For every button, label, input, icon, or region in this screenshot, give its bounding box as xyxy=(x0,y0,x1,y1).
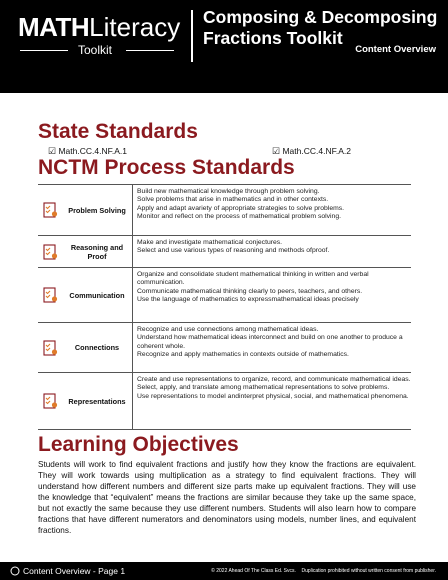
nctm-line: Monitor and reflect on the process of mathematical problem solving. xyxy=(137,213,342,221)
checklist-apple-icon xyxy=(38,373,62,429)
math-literacy-logo xyxy=(18,12,182,66)
nctm-line: Organize and consolidate student mathematical thinking in written and verbal communication. xyxy=(137,271,369,287)
footer-circle-icon xyxy=(10,566,20,576)
logo-rule-right xyxy=(126,50,174,51)
nctm-row-description xyxy=(133,323,411,372)
nctm-row-label: Reasoning and Proof xyxy=(62,236,133,267)
footer-page xyxy=(10,565,125,577)
nctm-standards-table xyxy=(38,184,411,430)
nctm-row xyxy=(38,184,411,236)
standard-code: Math.CC.4.NF.A.2 xyxy=(282,146,351,156)
nctm-line: Apply and adapt avariety of appropriate strategies to solve problems. xyxy=(137,204,345,212)
nctm-line: Use the language of mathematics to expressmathematical ideas precisely xyxy=(137,296,359,304)
nctm-line: Select and use various types of reasoning and methods ofproof. xyxy=(137,247,330,255)
nctm-heading: NCTM Process Standards xyxy=(38,156,295,179)
learning-objectives-text: Students will work to find equivalent fractions and justify how they know the fractions are equivalent. They will work towards using multiplication as a strategy to find equivalent fractions. They will understand how different numbers and different size parts make up equivalent fractions. They will use the knowledge that “equivalent” means the fractions are similar because they take up the same space, but not exactly the same because they use different numbers. Students will also learn how to compare fractions that have different numerators and denominators using models, number lines, and equivalent fractions. xyxy=(38,460,416,535)
checklist-apple-icon xyxy=(38,236,62,267)
page-subtitle: Content Overview xyxy=(355,44,436,55)
nctm-row xyxy=(38,268,411,323)
nctm-row-description xyxy=(133,185,411,235)
page-title-line1: Composing & Decomposing xyxy=(203,7,438,27)
footer-page-label: Content Overview - Page 1 xyxy=(23,566,126,576)
logo-bold-text: MATH xyxy=(18,12,90,42)
logo-rule-left xyxy=(20,50,68,51)
learning-objectives-heading: Learning Objectives xyxy=(38,433,239,456)
header-divider xyxy=(191,10,193,62)
nctm-row-label: Representations xyxy=(62,373,133,429)
page-title xyxy=(203,7,437,49)
page-title-line2: Fractions Toolkit xyxy=(203,28,343,48)
copyright-text: © 2022 Ahead Of The Class Ed. Svcs. xyxy=(211,568,296,574)
standard-code: Math.CC.4.NF.A.1 xyxy=(58,146,127,156)
nctm-line: Use representations to model andinterpret physical, social, and mathematical phenomena. xyxy=(137,392,409,400)
nctm-row-description xyxy=(133,373,411,429)
state-standards-heading: State Standards xyxy=(38,120,198,143)
nctm-line: Recognize and use connections among mathematical ideas. xyxy=(137,326,319,333)
footer-bar xyxy=(0,562,448,580)
duplication-notice: Duplication prohibited without written consent from publisher. xyxy=(301,568,436,574)
checklist-apple-icon xyxy=(38,323,62,372)
nctm-row-label: Communication xyxy=(62,268,133,322)
header-banner xyxy=(0,0,448,93)
checkbox-icon: ☑ xyxy=(272,146,281,156)
nctm-line: Select, apply, and translate among mathematical representations to solve problems. xyxy=(137,384,390,392)
nctm-line: Make and investigate mathematical conjectures. xyxy=(137,239,283,246)
logo-subtext: Toolkit xyxy=(78,43,113,57)
checkbox-icon: ☑ xyxy=(48,146,57,156)
nctm-row-description xyxy=(133,236,411,267)
nctm-line: Create and use representations to organize, record, and communicate mathematical ideas. xyxy=(137,376,411,383)
nctm-line: Understand how mathematical ideas interconnect and build on one another to produce a coherent whole. xyxy=(137,334,403,350)
nctm-row-description xyxy=(133,268,411,322)
logo-light-text: Literacy xyxy=(89,12,181,42)
nctm-line: Build new mathematical knowledge through problem solving. xyxy=(137,188,320,195)
nctm-row xyxy=(38,323,411,373)
checklist-apple-icon xyxy=(38,185,62,235)
nctm-row xyxy=(38,236,411,268)
checklist-apple-icon xyxy=(38,268,62,322)
nctm-row-label: Connections xyxy=(62,323,133,372)
nctm-line: Solve problems that arise in mathematics and in other contexts. xyxy=(137,196,329,204)
nctm-row xyxy=(38,373,411,430)
nctm-line: Communicate mathematical thinking clearly to peers, teachers, and others. xyxy=(137,287,363,295)
nctm-line: Recognize and apply mathematics in contexts outside of mathematics. xyxy=(137,351,349,359)
footer-copyright xyxy=(211,567,436,575)
nctm-row-label: Problem Solving xyxy=(62,185,133,235)
